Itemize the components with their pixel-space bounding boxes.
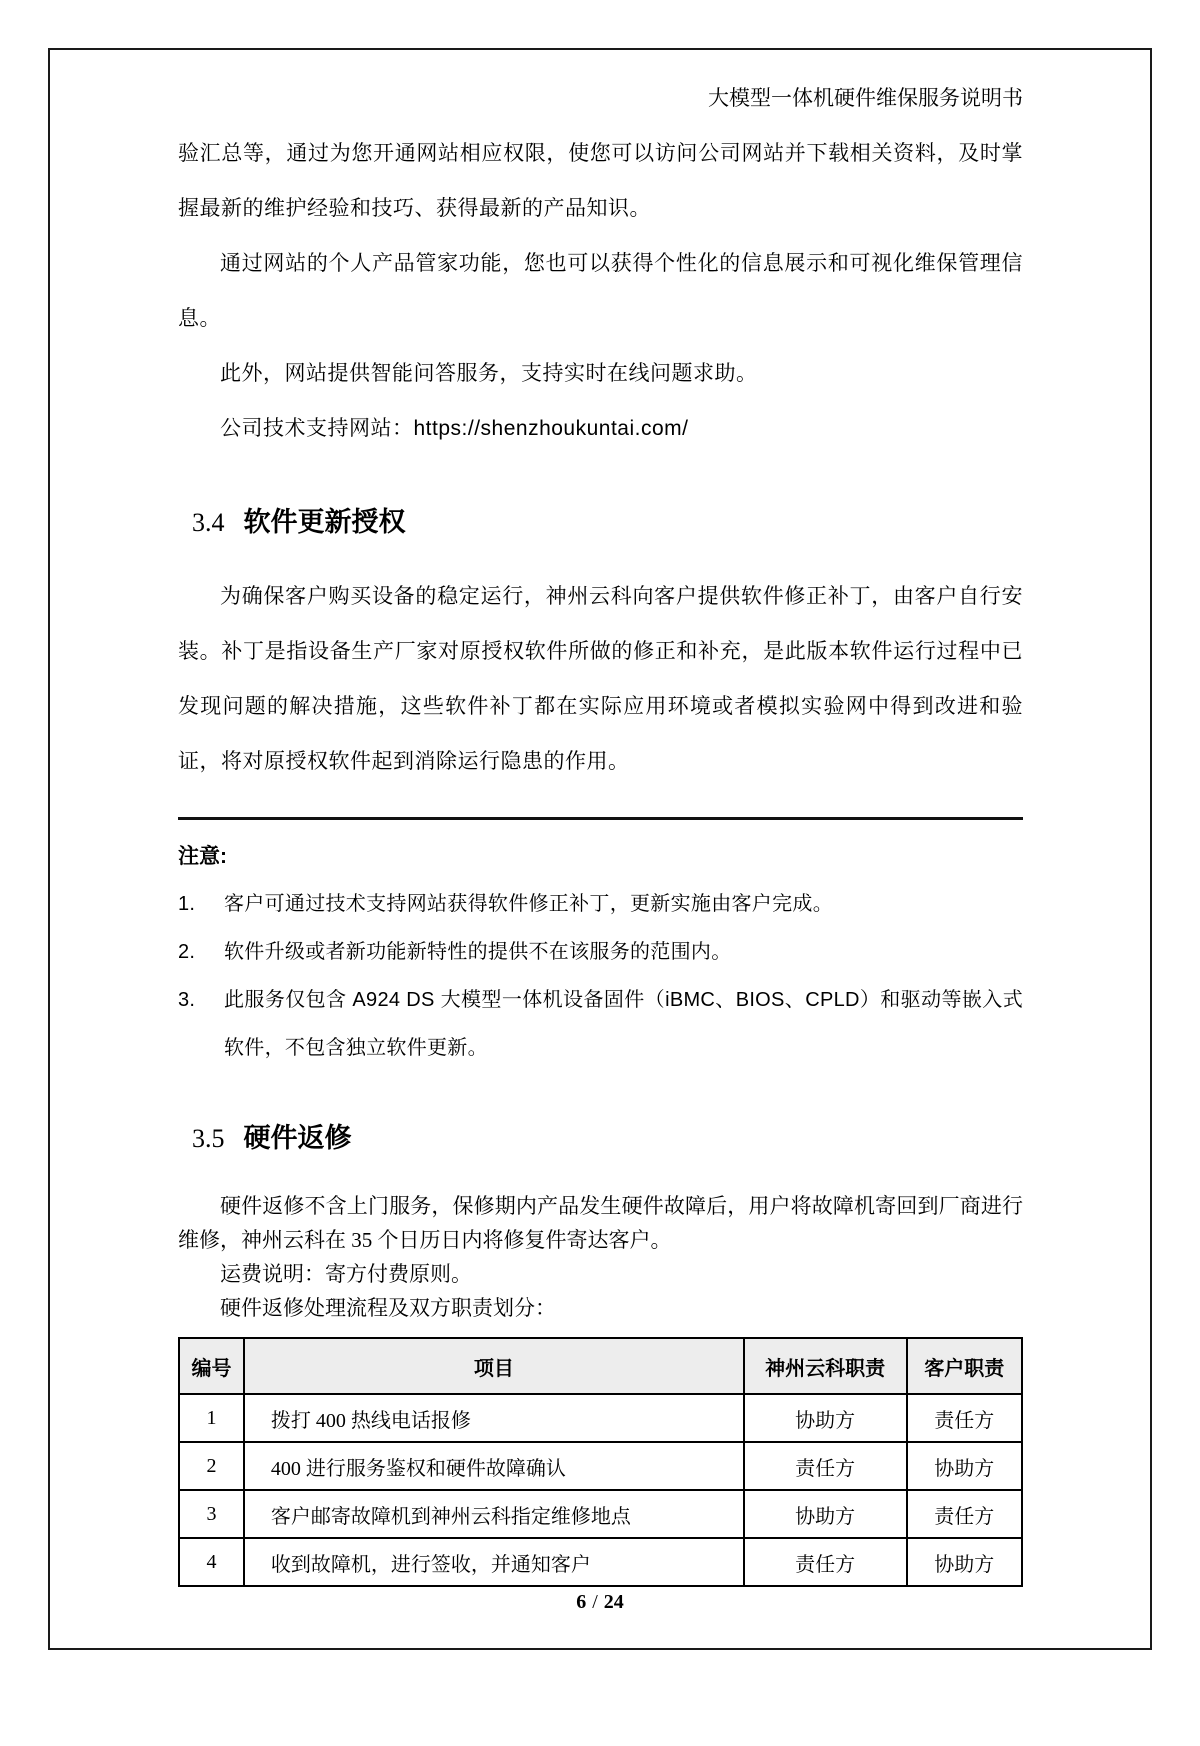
section-title: 硬件返修 — [243, 1123, 352, 1153]
notice-label: 注意: — [178, 845, 227, 868]
responsibility-table — [178, 1337, 1023, 1587]
section-heading-3-5 — [178, 1118, 1023, 1163]
table-cell-customer-duty: 协助方 — [907, 1442, 1023, 1490]
document-page — [48, 48, 1152, 1650]
paragraph-shipping-cost: 运费说明：寄方付费原则。 — [220, 1262, 472, 1286]
header-cell-customer-duty: 客户职责 — [907, 1338, 1023, 1394]
notice-block — [178, 840, 1023, 1072]
table-header-row — [179, 1338, 1022, 1394]
table-cell-vendor-duty: 责任方 — [744, 1442, 907, 1490]
table-cell-customer-duty: 协助方 — [907, 1538, 1023, 1586]
table-row — [179, 1394, 1022, 1442]
notice-item-3 — [178, 976, 1023, 1072]
paragraph-qa-service: 此外，网站提供智能问答服务，支持实时在线问题求助。 — [220, 362, 758, 385]
document-header-title: 大模型一体机硬件维保服务说明书 — [708, 86, 1023, 110]
notice-item-1 — [178, 880, 1023, 928]
table-row — [179, 1442, 1022, 1490]
header-cell-number: 编号 — [179, 1338, 244, 1394]
page-number-separator: / — [592, 1591, 598, 1613]
table-cell-vendor-duty: 责任方 — [744, 1538, 907, 1586]
notice-item-number: 3. — [178, 989, 196, 1011]
notice-list — [178, 880, 1023, 1072]
notice-item-text: 此服务仅包含 A924 DS 大模型一体机设备固件（iBMC、BIOS、CPLD）和驱动等嵌入式软件，不包含独立软件更新。 — [224, 989, 1023, 1059]
table-cell-number: 3 — [179, 1490, 244, 1538]
table-cell-number: 1 — [179, 1394, 244, 1442]
table-cell-vendor-duty: 协助方 — [744, 1394, 907, 1442]
section-title: 软件更新授权 — [243, 507, 406, 537]
table-row — [179, 1490, 1022, 1538]
notice-item-number: 2. — [178, 941, 196, 963]
notice-item-text: 软件升级或者新功能新特性的提供不在该服务的范围内。 — [224, 941, 732, 963]
table-cell-item: 收到故障机，进行签收，并通知客户 — [244, 1538, 744, 1586]
paragraph-table-intro: 硬件返修处理流程及双方职责划分： — [220, 1296, 556, 1320]
table-cell-vendor-duty: 协助方 — [744, 1490, 907, 1538]
notice-item-2 — [178, 928, 1023, 976]
page-footer — [50, 1591, 1150, 1614]
header-cell-vendor-duty: 神州云科职责 — [744, 1338, 907, 1394]
section-number: 3.5 — [192, 1124, 225, 1153]
paragraph-repair-policy: 硬件返修不含上门服务，保修期内产品发生硬件故障后，用户将故障机寄回到厂商进行维修，神州云科在 35 个日历日内将修复件寄达客户。 — [178, 1194, 1023, 1252]
table-cell-customer-duty: 责任方 — [907, 1490, 1023, 1538]
notice-item-number: 1. — [178, 893, 196, 915]
table-cell-customer-duty: 责任方 — [907, 1394, 1023, 1442]
header-cell-item: 项目 — [244, 1338, 744, 1394]
support-website-url: 公司技术支持网站：https://shenzhoukuntai.com/ — [220, 417, 689, 440]
notice-divider-line — [178, 817, 1023, 820]
notice-item-text: 客户可通过技术支持网站获得软件修正补丁，更新实施由客户完成。 — [224, 893, 833, 915]
section-number: 3.4 — [192, 508, 225, 537]
table-row — [179, 1538, 1022, 1586]
page-number-current: 6 — [576, 1591, 587, 1613]
paragraph-product-manager: 通过网站的个人产品管家功能，您也可以获得个性化的信息展示和可视化维保管理信息。 — [178, 252, 1023, 330]
table-cell-number: 4 — [179, 1538, 244, 1586]
section-heading-3-4 — [178, 502, 1023, 547]
table-cell-item: 客户邮寄故障机到神州云科指定维修地点 — [244, 1490, 744, 1538]
page-number-total: 24 — [603, 1591, 624, 1613]
hardware-repair-section — [178, 1189, 1023, 1587]
table-cell-number: 2 — [179, 1442, 244, 1490]
paragraph-software-update: 为确保客户购买设备的稳定运行，神州云科向客户提供软件修正补丁，由客户自行安装。补丁是指设备生产厂家对原授权软件所做的修正和补充，是此版本软件运行过程中已发现问题的解决措施，这些软件补丁都在实际应用环境或者模拟实验网中得到改进和验证，将对原授权软件起到消除运行隐患的作用。 — [178, 585, 1023, 773]
table-cell-item: 400 进行服务鉴权和硬件故障确认 — [244, 1442, 744, 1490]
table-cell-item: 拨打 400 热线电话报修 — [244, 1394, 744, 1442]
paragraph-intro-continuation: 验汇总等，通过为您开通网站相应权限，使您可以访问公司网站并下载相关资料，及时掌握最新的维护经验和技巧、获得最新的产品知识。 — [178, 142, 1023, 220]
